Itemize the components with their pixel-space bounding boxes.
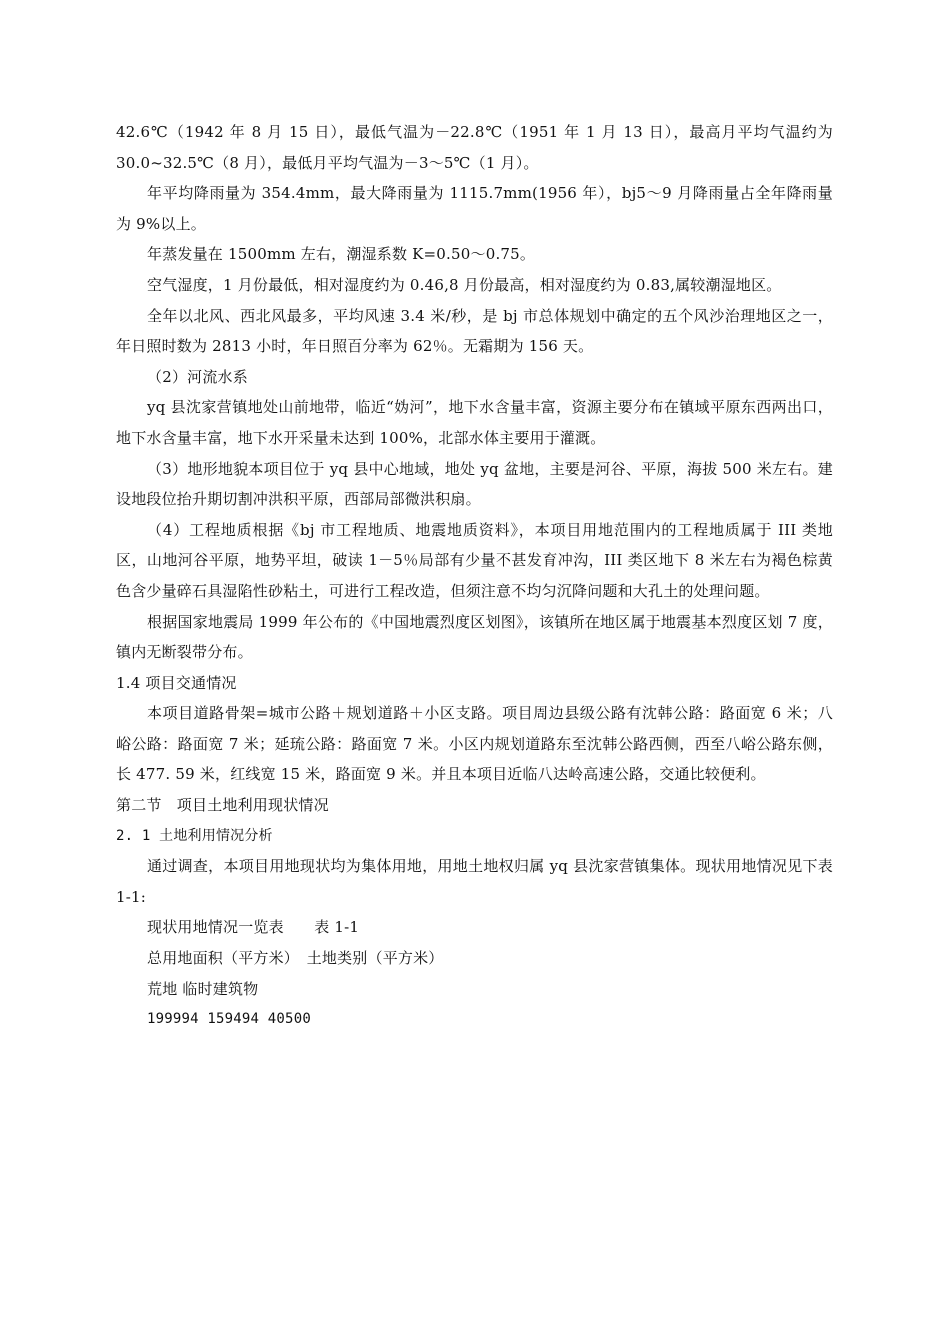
paragraph-roads: 本项目道路骨架=城市公路＋规划道路＋小区支路。项目周边县级公路有沈韩公路：路面宽 6 米；八峪公路：路面宽 7 米；延琉公路：路面宽 7 米。小区内规划道路东至沈韩公路西侧，西至八峪公路东侧，长 477. 59 米，红线宽 15 米，路面宽 9 米。并且本项目近临八达岭高速公路，交通比较便利。: [116, 704, 833, 784]
paragraph-groundwater: yq 县沈家营镇地处山前地带，临近“妫河”，地下水含量丰富，资源主要分布在镇域平原东西两出口，地下水含量丰富，地下水开采量未达到 100%，北部水体主要用于灌溉。: [116, 398, 833, 447]
paragraph-rainfall: 年平均降雨量为 354.4mm，最大降雨量为 1115.7mm(1956 年），bj5～9 月降雨量占全年降雨量为 9%以上。: [116, 184, 833, 233]
paragraph-evaporation: 年蒸发量在 1500mm 左右，潮湿系数 K=0.50～0.75。: [147, 245, 536, 264]
table-values-row: 199994 159494 40500: [147, 1011, 311, 1028]
heading-land-use-analysis: 2. 1 土地利用情况分析: [116, 827, 273, 844]
paragraph-wind-sunshine: 全年以北风、西北风最多，平均风速 3.4 米/秒，是 bj 市总体规划中确定的五个风沙治理地区之一，年日照时数为 2813 小时，年日照百分率为 62％。无霜期为 156 天。: [116, 306, 833, 356]
paragraph-climate-temperature: 42.6℃（1942 年 8 月 15 日），最低气温为－22.8℃（1951 年 1 月 13 日），最高月平均气温约为 30.0~32.5℃（8 月），最低月平均气温为－3～5℃（1 月）。: [116, 123, 833, 172]
paragraph-geology: （4）工程地质根据《bj 市工程地质、地震地质资料》，本项目用地范围内的工程地质属于 III 类地区，山地河谷平原，地势平坦，破读 1－5％局部有少量不甚发育冲沟，III 类区地下 8 米左右为褐色棕黄色含少量碎石具湿陷性砂粘土，可进行工程改造，但须注意不均匀沉降问题和大孔土的处理问题。: [116, 520, 833, 600]
heading-section-two: 第二节 项目土地利用现状情况: [116, 796, 329, 815]
table-header-row: 总用地面积（平方米） 土地类别（平方米）: [147, 949, 444, 968]
paragraph-terrain: （3）地形地貌本项目位于 yq 县中心地域，地处 yq 盆地，主要是河谷、平原，海拔 500 米左右。建设地段位抬升期切割冲洪积平原，西部局部微洪积扇。: [116, 459, 833, 509]
heading-river-system: （2）河流水系: [147, 367, 248, 386]
document-body: [116, 117, 833, 1035]
table-subheader-row: 荒地 临时建筑物: [147, 979, 259, 998]
heading-traffic: 1.4 项目交通情况: [116, 673, 237, 692]
paragraph-humidity: 空气湿度，1 月份最低，相对湿度约为 0.46,8 月份最高，相对湿度约为 0.83,属较潮湿地区。: [147, 275, 782, 294]
paragraph-land-ownership: 通过调查，本项目用地现状均为集体用地，用地土地权归属 yq 县沈家营镇集体。现状用地情况见下表 1-1:: [116, 857, 833, 906]
table-caption: 现状用地情况一览表 表 1-1: [147, 918, 360, 937]
paragraph-seismic: 根据国家地震局 1999 年公布的《中国地震烈度区划图》，该镇所在地区属于地震基本烈度区划 7 度，镇内无断裂带分布。: [116, 612, 833, 662]
